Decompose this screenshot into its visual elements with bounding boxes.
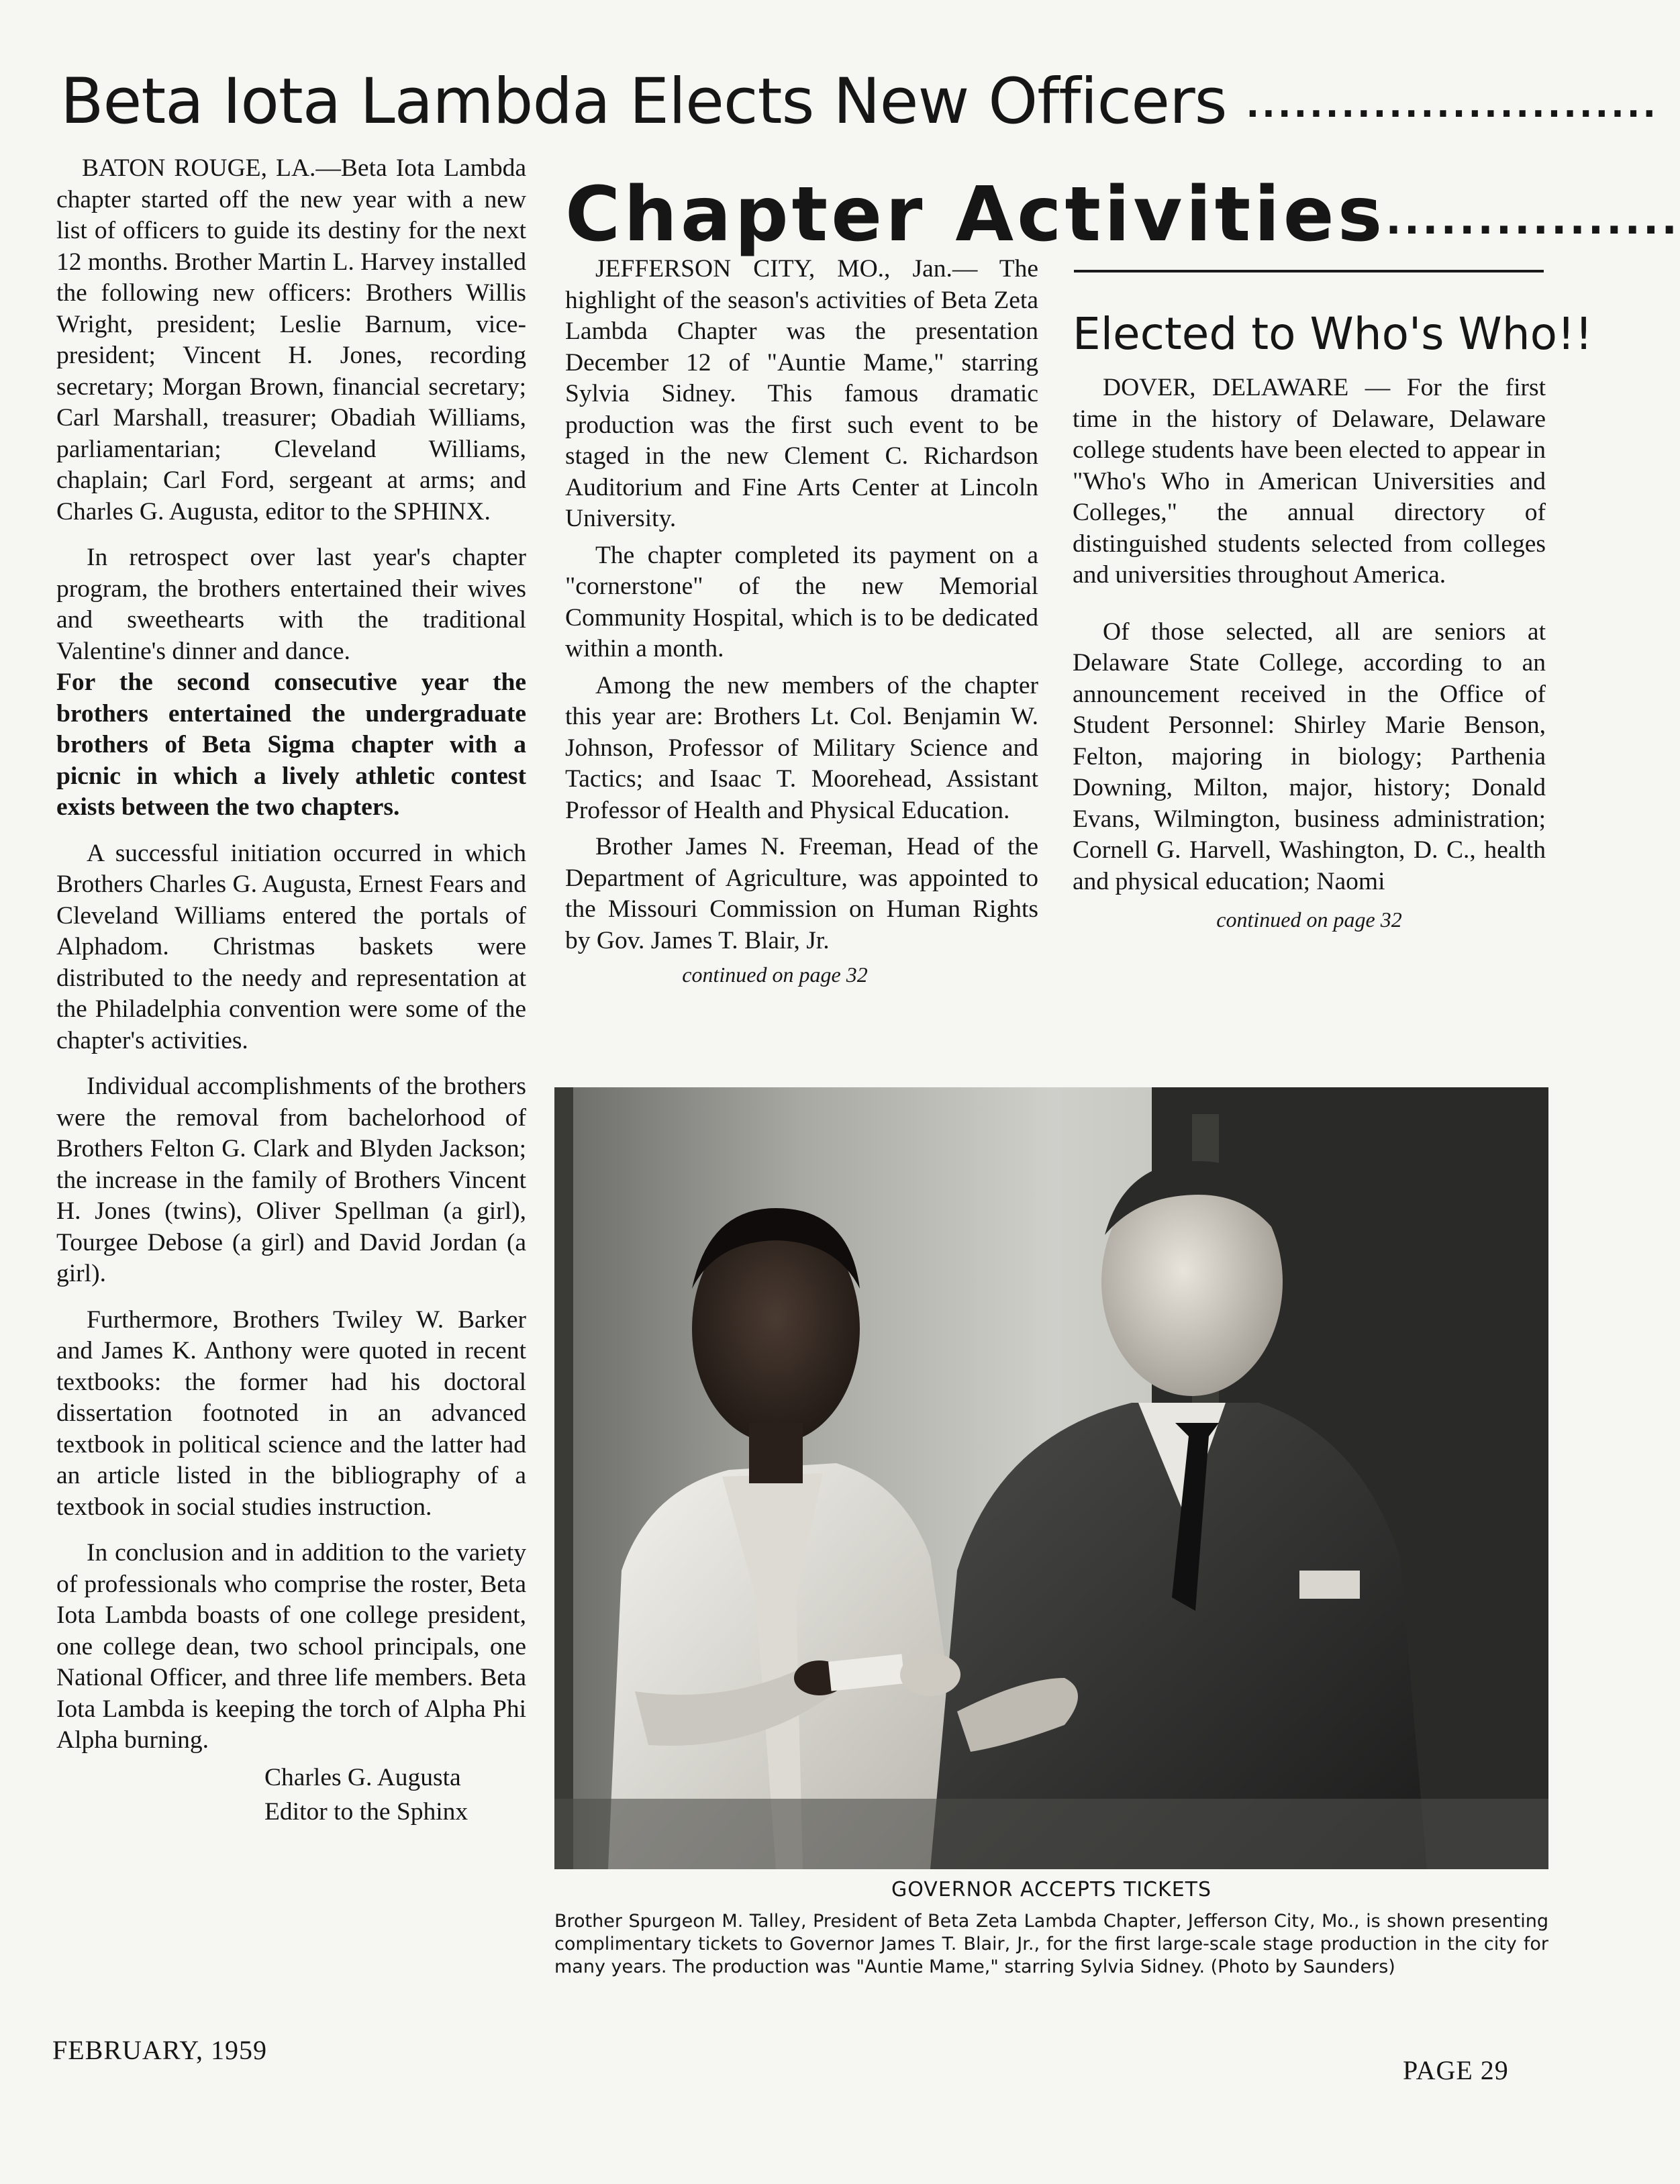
photo-caption-title: GOVERNOR ACCEPTS TICKETS — [891, 1878, 1212, 1901]
article2-paragraph: JEFFERSON CITY, MO., Jan.— The highlight of the season's activities of Beta Zeta Lambda Chapter was the presentation December 12 of "Auntie Mame," starring Sylvia Sidney. This famous dramatic production was the first such event to be staged in the new Clement C. Richardson Auditorium and Fine Arts Center at Lincoln University. — [565, 255, 1038, 532]
article1-paragraph: Furthermore, Brothers Twiley W. Barker and James K. Anthony were quoted in recent textbooks: the former had his doctoral dissertation footnoted in an advanced textbook in political science and the latter had an article listed in the bibliography of a textbook in social studies instruction. — [56, 1305, 526, 1521]
photo-caption: Brother Spurgeon M. Talley, President of Beta Zeta Lambda Chapter, Jefferson City, Mo., is shown presenting complimentary tickets to Governor James T. Blair, Jr., for the first large-scale stage production in the city for many years. The production was "Auntie Mame," starring Sylvia Sidney. (Photo by Saunders) — [554, 1911, 1548, 1977]
article2-continued-note: continued on page 32 — [682, 962, 868, 987]
article-beta-iota-lambda — [56, 153, 526, 1829]
article3-continued-note: continued on page 32 — [1216, 907, 1402, 932]
main-headline — [60, 62, 1659, 149]
governor-tickets-photo — [554, 1087, 1548, 1869]
article2-paragraph: Among the new members of the chapter this year are: Brothers Lt. Col. Benjamin W. Johnson, Professor of Military Science and Tactics; and Isaac T. Moorehead, Assistant Professor of Health and Physical Education. — [565, 671, 1038, 824]
photo-image — [554, 1087, 1548, 1869]
article1-paragraph: Individual accomplishments of the brothers were the removal from bachelorhood of Brothers Felton G. Clark and Blyden Jackson; the increase in the family of Brothers Vincent H. Jones (twins), Oliver Spellman (a girl), Tourgee Debose (a girl) and David Jordan (a girl). — [56, 1073, 526, 1287]
article1-bold-paragraph: For the second consecutive year the brothers entertained the undergraduate brothers of Beta Sigma chapter with a picnic in which a lively athletic contest exists between the two chapters. — [56, 668, 526, 821]
article1-paragraph: BATON ROUGE, LA.—Beta Iota Lambda chapter started off the new year with a new list of officers to guide its destiny for the next 12 months. Brother Martin L. Harvey installed the following new officers: Brothers Willis Wright, president; Leslie Barnum, vice-president; Vincent H. Jones, recording secretary; Morgan Brown, financial secretary; Carl Marshall, treasurer; Obadiah Williams, parliamentarian; Cleveland Williams, chaplain; Carl Ford, sergeant at arms; and Charles G. Augusta, editor to the SPHINX. — [56, 154, 526, 526]
section-headline — [565, 168, 1680, 262]
page-number: PAGE 29 — [1403, 2055, 1509, 2085]
article-beta-zeta-lambda — [565, 254, 1038, 991]
article1-paragraph: In conclusion and in addition to the variety of professionals who comprise the roster, Beta Iota Lambda boasts of one college president, one college dean, two school principals, one National Officer, and three life members. Beta Iota Lambda is keeping the torch of Alpha Phi Alpha burning. — [56, 1539, 526, 1754]
section-headline-leader-dots: ................ — [1385, 195, 1680, 244]
article2-paragraph: The chapter completed its payment on a "cornerstone" of the new Memorial Community Hospital, which is to be dedicated within a month. — [565, 541, 1038, 662]
main-headline-leader-dots: .......................... — [1246, 85, 1659, 126]
signature-title: Editor to the Sphinx — [264, 1797, 468, 1826]
article3-paragraph: Of those selected, all are seniors at Delaware State College, according to an announcement received in the Office of Student Personnel: Shirley Marie Benson, Felton, majoring in biology; Parthenia Downing, Milton, major, history; Donald Evans, Wilmington, business administration; Cornell G. Harvell, Washington, D. C., health and physical education; Naomi — [1073, 617, 1546, 895]
article1-paragraph: In retrospect over last year's chapter program, the brothers entertained their wives and sweethearts with the traditional Valentine's dinner and dance. — [56, 544, 526, 665]
section-headline-text: Chapter Activities — [565, 171, 1386, 258]
article2-paragraph: Brother James N. Freeman, Head of the Department of Agriculture, was appointed to the Missouri Commission on Human Rights by Gov. James T. Blair, Jr. — [565, 833, 1038, 954]
article3-headline: Elected to Who's Who!! — [1073, 308, 1593, 360]
article-whos-who — [1073, 373, 1546, 936]
article3-paragraph: DOVER, DELAWARE — For the first time in the history of Delaware, Delaware college students have been elected to appear in "Who's Who in American Universities and Colleges," the annual directory of distinguished students selected from colleges and universities throughout America. — [1073, 374, 1546, 589]
column-rule — [1074, 270, 1544, 272]
article1-paragraph: A successful initiation occurred in which Brothers Charles G. Augusta, Ernest Fears and Cleveland Williams entered the portals of Alphadom. Christmas baskets were distributed to the needy and representation at the Philadelphia convention were some of the chapter's activities. — [56, 839, 526, 1054]
issue-date: FEBRUARY, 1959 — [52, 2035, 268, 2065]
signature-name: Charles G. Augusta — [264, 1763, 461, 1791]
main-headline-text: Beta Iota Lambda Elects New Officers — [60, 65, 1227, 138]
